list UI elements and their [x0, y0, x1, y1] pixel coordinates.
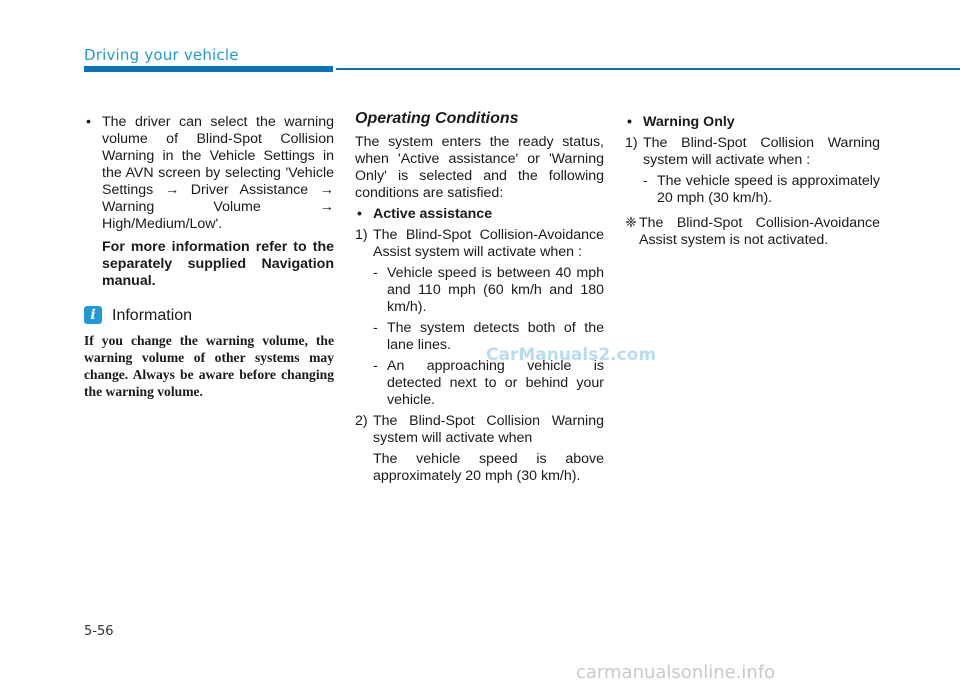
page-number: 5-56: [84, 624, 114, 639]
active-item-2: [355, 413, 604, 447]
warning-item-1: [625, 135, 880, 169]
note-text: The Blind-Spot Collision-Avoidance Assist system is not activated.: [639, 215, 880, 248]
label-text: Active assistance: [373, 206, 493, 222]
active-assistance-label: [355, 206, 604, 223]
dash-item-approaching: [355, 358, 604, 409]
watermark-link[interactable]: CarManuals2.com: [486, 345, 657, 365]
bullet-dot: •: [627, 114, 632, 130]
note-symbol-icon: ❈: [625, 215, 637, 231]
dash-text: The system detects both of the lane lines.: [387, 320, 604, 353]
section-title: Driving your vehicle: [84, 46, 239, 64]
header-rule-thick: [84, 66, 333, 72]
item-text: The Blind-Spot Collision Warning system will activate when :: [643, 135, 880, 168]
info-icon: i: [84, 306, 102, 324]
column-middle: [355, 110, 604, 485]
operating-intro: The system enters the ready status, when 'Active assistance' or 'Warning Only' is selected and the following conditions are satisfied:: [355, 134, 604, 201]
note-not-activated: [625, 215, 880, 249]
bullet-warning-volume: [84, 114, 334, 233]
information-title: Information: [112, 306, 193, 324]
dash-item-speed: [625, 173, 880, 207]
dash-marker: -: [373, 265, 378, 281]
item-2-detail: The vehicle speed is above approximately 20 mph (30 km/h).: [373, 451, 604, 484]
information-text: If you change the warning volume, the warning volume of other systems may change. Always be aware before changing the warning volume.: [84, 333, 334, 399]
dash-item-speed: [355, 265, 604, 316]
bullet-dot: •: [357, 206, 362, 222]
active-item-1: [355, 227, 604, 261]
dash-marker: -: [373, 320, 378, 336]
item-number: 1): [625, 135, 638, 151]
header-rule-thin: [336, 68, 960, 70]
bullet-text: The driver can select the warning volume of Blind-Spot Collision Warning in the Vehicle Settings in the AVN screen by selecting 'Vehicle Settings → Driver Assistance → Warning Volume → High/Medium/Low'.: [102, 114, 334, 232]
more-info-text: For more information refer to the separately supplied Navigation manual.: [102, 239, 334, 289]
warning-only-label: [625, 114, 880, 131]
item-number: 1): [355, 227, 368, 243]
label-text: Warning Only: [643, 114, 735, 130]
dash-text: The vehicle speed is approximately 20 mph (30 km/h).: [657, 173, 880, 206]
item-text: The Blind-Spot Collision Warning system will activate when: [373, 413, 604, 446]
footer-url[interactable]: carmanualsonline.info: [576, 662, 776, 683]
item-number: 2): [355, 413, 368, 429]
item-text: The Blind-Spot Collision-Avoidance Assist system will activate when :: [373, 227, 604, 260]
bullet-dot: •: [86, 114, 91, 130]
information-heading: [84, 306, 334, 324]
dash-text: Vehicle speed is between 40 mph and 110 mph (60 km/h and 180 km/h).: [387, 265, 604, 315]
dash-marker: -: [643, 173, 648, 189]
operating-conditions-heading: Operating Conditions: [355, 110, 519, 127]
dash-text: An approaching vehicle is detected next to or behind your vehicle.: [387, 358, 604, 408]
column-right: [625, 114, 880, 249]
dash-marker: -: [373, 358, 378, 374]
column-left: [84, 114, 334, 400]
